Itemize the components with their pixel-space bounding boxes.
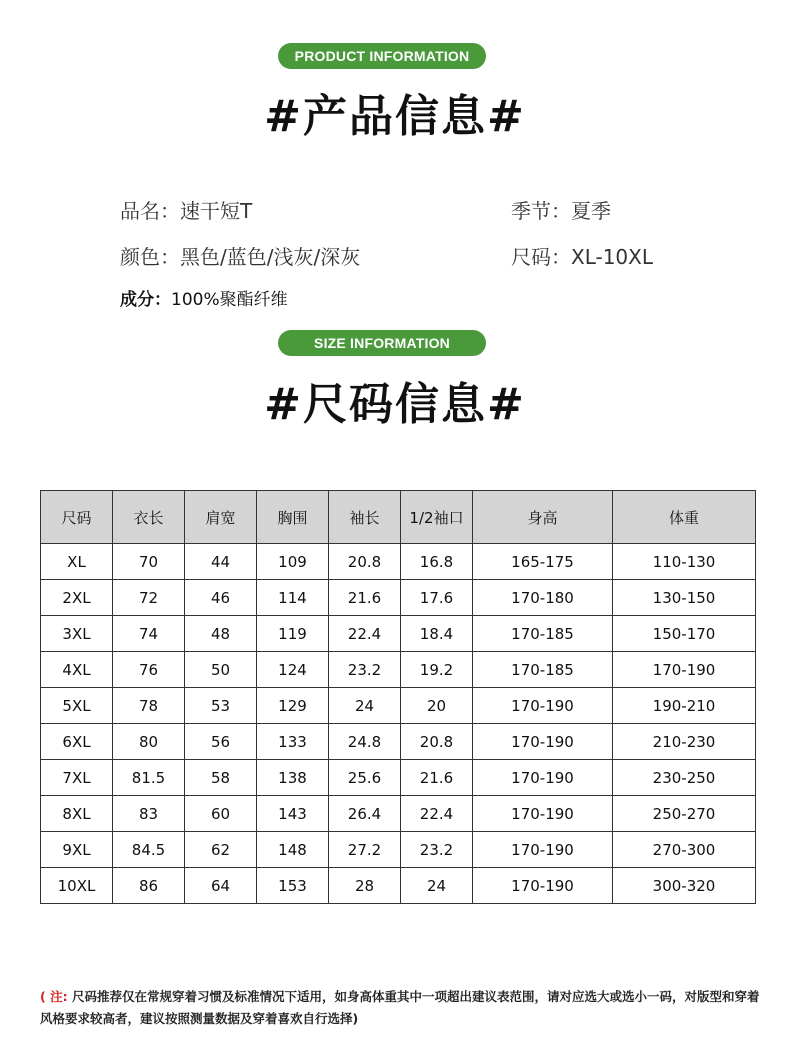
table-cell: 83: [113, 796, 185, 832]
table-cell: 21.6: [329, 580, 401, 616]
table-cell: 53: [185, 688, 257, 724]
size-info-badge: SIZE INFORMATION: [278, 330, 486, 356]
table-cell: 23.2: [401, 832, 473, 868]
table-cell: 27.2: [329, 832, 401, 868]
table-cell: 170-190: [473, 760, 613, 796]
table-cell: 22.4: [329, 616, 401, 652]
table-cell: 170-190: [613, 652, 756, 688]
table-row: [41, 760, 756, 796]
table-cell: 58: [185, 760, 257, 796]
color-value: 黑色/蓝色/浅灰/深灰: [180, 245, 361, 269]
size-note: [40, 986, 760, 1030]
table-cell: 133: [257, 724, 329, 760]
table-cell: 24: [401, 868, 473, 904]
table-row: [41, 616, 756, 652]
table-cell: 70: [113, 544, 185, 580]
table-cell: 18.4: [401, 616, 473, 652]
table-row: [41, 544, 756, 580]
material-label: 成分：: [120, 290, 171, 310]
table-cell: 20: [401, 688, 473, 724]
product-name-row: [120, 195, 252, 224]
table-cell: 50: [185, 652, 257, 688]
table-cell: 230-250: [613, 760, 756, 796]
table-cell: 165-175: [473, 544, 613, 580]
table-cell: 22.4: [401, 796, 473, 832]
table-cell: 114: [257, 580, 329, 616]
note-prefix: ( 注:: [40, 989, 68, 1004]
table-cell: 8XL: [41, 796, 113, 832]
table-cell: 124: [257, 652, 329, 688]
table-cell: 19.2: [401, 652, 473, 688]
header-weight: 体重: [613, 491, 756, 544]
table-cell: 250-270: [613, 796, 756, 832]
table-row: [41, 580, 756, 616]
size-table-header-row: [41, 491, 756, 544]
table-cell: 44: [185, 544, 257, 580]
table-cell: 138: [257, 760, 329, 796]
season-label: 季节：: [511, 199, 571, 223]
table-row: [41, 724, 756, 760]
product-info-title: #产品信息#: [264, 91, 526, 142]
color-row: [120, 241, 360, 270]
header-size: 尺码: [41, 491, 113, 544]
table-cell: 270-300: [613, 832, 756, 868]
table-cell: 300-320: [613, 868, 756, 904]
product-name-value: 速干短T: [180, 199, 253, 223]
header-cuff: 1/2袖口: [401, 491, 473, 544]
table-cell: 5XL: [41, 688, 113, 724]
product-info-badge: PRODUCT INFORMATION: [278, 43, 486, 69]
size-range-value: XL-10XL: [571, 245, 654, 269]
color-label: 颜色：: [120, 245, 180, 269]
table-cell: 10XL: [41, 868, 113, 904]
table-row: [41, 688, 756, 724]
table-cell: 56: [185, 724, 257, 760]
table-cell: 23.2: [329, 652, 401, 688]
size-info-title: #尺码信息#: [264, 379, 526, 430]
table-cell: 24: [329, 688, 401, 724]
table-cell: 26.4: [329, 796, 401, 832]
table-cell: 110-130: [613, 544, 756, 580]
table-cell: 3XL: [41, 616, 113, 652]
table-row: [41, 652, 756, 688]
table-cell: 78: [113, 688, 185, 724]
header-length: 衣长: [113, 491, 185, 544]
table-cell: 190-210: [613, 688, 756, 724]
season-row: [511, 195, 611, 224]
size-table-body: [41, 544, 756, 904]
table-cell: 170-190: [473, 832, 613, 868]
table-cell: 170-185: [473, 652, 613, 688]
table-cell: 46: [185, 580, 257, 616]
table-cell: 48: [185, 616, 257, 652]
header-sleeve: 袖长: [329, 491, 401, 544]
size-range-row: [511, 241, 653, 270]
header-chest: 胸围: [257, 491, 329, 544]
table-cell: 9XL: [41, 832, 113, 868]
table-cell: 129: [257, 688, 329, 724]
table-cell: 150-170: [613, 616, 756, 652]
table-cell: 24.8: [329, 724, 401, 760]
table-cell: 74: [113, 616, 185, 652]
table-cell: 17.6: [401, 580, 473, 616]
table-cell: 170-190: [473, 868, 613, 904]
table-cell: 143: [257, 796, 329, 832]
table-row: [41, 796, 756, 832]
size-range-label: 尺码：: [511, 245, 571, 269]
table-cell: 16.8: [401, 544, 473, 580]
table-cell: 4XL: [41, 652, 113, 688]
product-name-label: 品名：: [120, 199, 180, 223]
season-value: 夏季: [571, 199, 611, 223]
table-cell: 148: [257, 832, 329, 868]
table-cell: 84.5: [113, 832, 185, 868]
table-cell: 210-230: [613, 724, 756, 760]
table-cell: 170-180: [473, 580, 613, 616]
table-cell: 20.8: [329, 544, 401, 580]
table-row: [41, 868, 756, 904]
table-cell: 170-190: [473, 796, 613, 832]
table-cell: 81.5: [113, 760, 185, 796]
table-cell: 109: [257, 544, 329, 580]
table-cell: 7XL: [41, 760, 113, 796]
table-cell: 72: [113, 580, 185, 616]
material-value: 100%聚酯纤维: [171, 290, 288, 310]
table-cell: 170-185: [473, 616, 613, 652]
header-shoulder: 肩宽: [185, 491, 257, 544]
table-cell: 130-150: [613, 580, 756, 616]
table-cell: 25.6: [329, 760, 401, 796]
table-cell: 20.8: [401, 724, 473, 760]
table-cell: 21.6: [401, 760, 473, 796]
table-cell: 6XL: [41, 724, 113, 760]
table-cell: 28: [329, 868, 401, 904]
size-table: [40, 490, 756, 904]
table-cell: 170-190: [473, 724, 613, 760]
table-cell: 60: [185, 796, 257, 832]
table-cell: 80: [113, 724, 185, 760]
table-cell: XL: [41, 544, 113, 580]
table-cell: 64: [185, 868, 257, 904]
table-cell: 62: [185, 832, 257, 868]
table-cell: 86: [113, 868, 185, 904]
table-cell: 76: [113, 652, 185, 688]
table-cell: 2XL: [41, 580, 113, 616]
table-cell: 170-190: [473, 688, 613, 724]
table-cell: 119: [257, 616, 329, 652]
note-text: 尺码推荐仅在常规穿着习惯及标准情况下适用，如身高体重其中一项超出建议表范围，请对应选大或选小一码，对版型和穿着风格要求较高者，建议按照测量数据及穿着喜欢自行选择): [40, 989, 760, 1026]
header-height: 身高: [473, 491, 613, 544]
table-cell: 153: [257, 868, 329, 904]
material-row: [120, 285, 288, 310]
table-row: [41, 832, 756, 868]
